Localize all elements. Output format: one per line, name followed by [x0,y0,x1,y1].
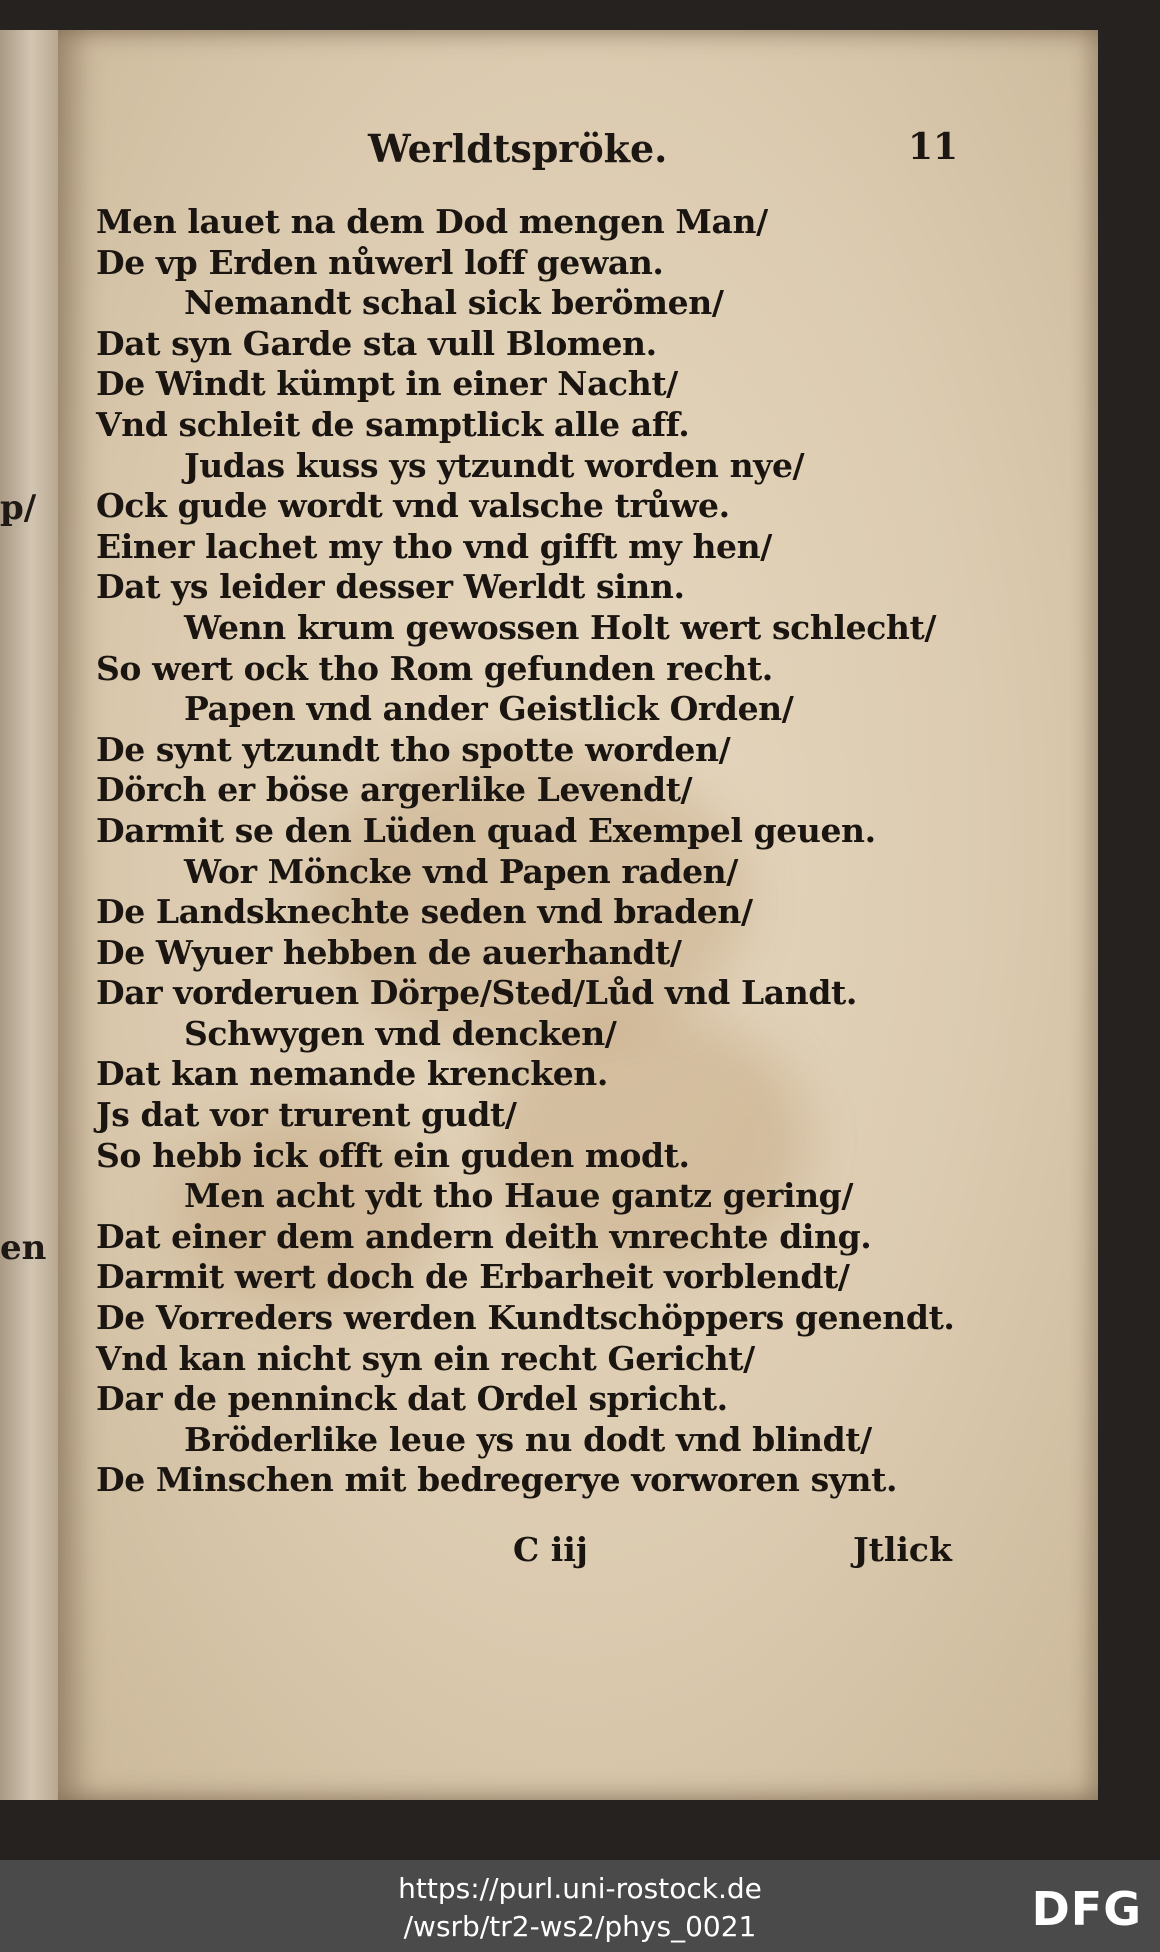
verse-line: Nemandt schal sick berömen/ [184,283,724,323]
verse-line: So hebb ick offt ein guden modt. [96,1135,690,1175]
footer-bar [0,1860,1160,1952]
verse-line: Vnd schleit de samptlick alle aff. [96,404,690,444]
book-page [58,30,1098,1800]
verse-line: Dat kan nemande krencken. [96,1054,608,1094]
left-page-fragment: p/ [0,488,37,528]
signature-mark: C iij [513,1530,588,1569]
permalink-line-2[interactable]: /wsrb/tr2-ws2/phys_0021 [403,1910,757,1943]
verse-line: Dat ys leider desser Werldt sinn. [96,567,685,607]
verse-line: De Minschen mit bedregerye vorworen synt. [96,1460,898,1500]
catchword: Jtlick [853,1530,952,1569]
verse-line: Ock gude wordt vnd valsche trůwe. [96,486,730,526]
verse-line: De synt ytzundt tho spotte worden/ [96,729,731,769]
verse-line: De Landsknechte seden vnd braden/ [96,892,753,932]
verse-text [96,202,1016,1501]
verse-line: De Windt kümpt in einer Nacht/ [96,364,678,404]
verse-line: Dörch er böse argerlike Levendt/ [96,770,693,810]
folio-number: 11 [908,126,959,168]
verse-line: De vp Erden nůwerl loff gewan. [96,242,664,282]
verse-line: Dar de penninck dat Ordel spricht. [96,1379,728,1419]
verse-line: Wenn krum gewossen Holt wert schlecht/ [184,607,936,647]
verse-line: Wor Möncke vnd Papen raden/ [184,851,738,891]
verse-line: Darmit wert doch de Erbarheit vorblendt/ [96,1257,850,1297]
verse-line: So wert ock tho Rom gefunden recht. [96,648,773,688]
verse-line: Papen vnd ander Geistlick Orden/ [184,689,794,729]
page-footer [58,1530,1098,1574]
verse-line: Darmit se den Lüden quad Exempel geuen. [96,810,876,850]
permalink[interactable] [0,1870,1160,1946]
page-header [58,126,1098,186]
verse-line: Schwygen vnd dencken/ [184,1013,617,1053]
verse-line: De Vorreders werden Kundtschöppers genendt. [96,1298,955,1338]
running-title: Werldtspröke. [368,126,668,171]
verse-line: Vnd kan nicht syn ein recht Gericht/ [96,1338,755,1378]
verse-line: Men acht ydt tho Haue gantz gering/ [184,1176,853,1216]
verse-line: Einer lachet my tho vnd gifft my hen/ [96,526,772,566]
verse-line: Dat syn Garde sta vull Blomen. [96,323,657,363]
verse-line: Dat einer dem andern deith vnrechte ding. [96,1216,872,1256]
permalink-line-1[interactable]: https://purl.uni-rostock.de [398,1872,762,1905]
verse-line: De Wyuer hebben de auerhandt/ [96,932,682,972]
verse-line: Men lauet na dem Dod mengen Man/ [96,202,768,241]
left-page-fragment: en [0,1228,47,1268]
verse-line: Dar vorderuen Dörpe/Sted/Lůd vnd Landt. [96,973,857,1013]
verse-line: Js dat vor trurent gudt/ [96,1095,517,1135]
verse-line: Judas kuss ys ytzundt worden nye/ [184,445,805,485]
verse-line: Bröderlike leue ys nu dodt vnd blindt/ [184,1419,872,1459]
left-page-edge [0,30,60,1800]
dfg-logo: DFG [1031,1882,1142,1936]
